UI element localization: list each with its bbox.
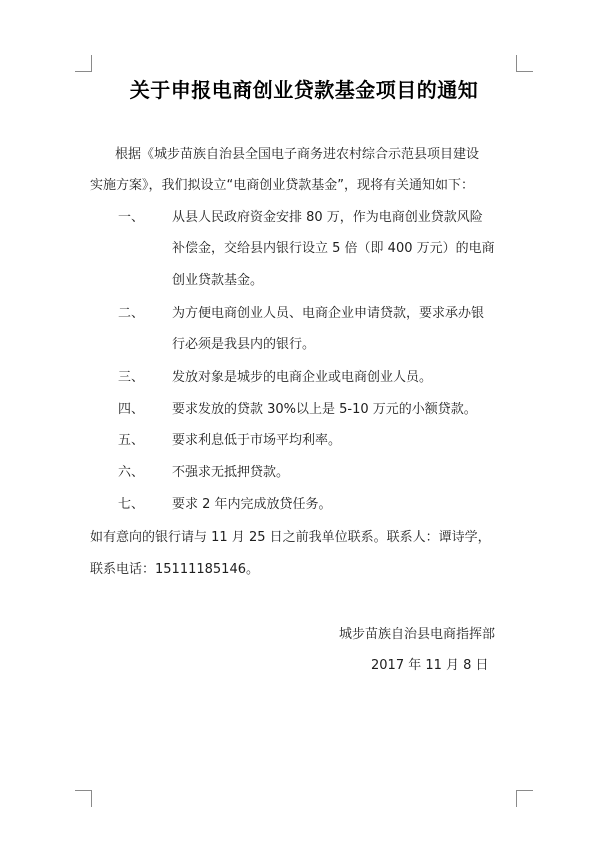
item-4-line-1: 要求发放的贷款 30%以上是 5-10 万元的小额贷款。 <box>172 402 477 417</box>
item-3-number: 三、 <box>118 370 145 385</box>
intro-line-2: 实施方案》，我们拟设立“电商创业贷款基金”，现将有关通知如下： <box>90 178 474 193</box>
item-1-line-2: 补偿金，交给县内银行设立 5 倍（即 400 万元）的电商 <box>172 241 495 256</box>
item-2-line-2: 行必须是我县内的银行。 <box>172 337 316 352</box>
item-1-line-1: 从县人民政府资金安排 80 万，作为电商创业贷款风险 <box>172 210 483 225</box>
document-title: 关于申报电商创业贷款基金项目的通知 <box>129 78 479 102</box>
item-2-number: 二、 <box>118 306 145 321</box>
signature-date: 2017 年 11 月 8 日 <box>371 658 489 673</box>
contact-line-1: 如有意向的银行请与 11 月 25 日之前我单位联系。联系人：谭诗学， <box>90 530 491 545</box>
item-6-number: 六、 <box>118 465 145 480</box>
crop-mark-bottom-right <box>516 790 533 807</box>
item-4-number: 四、 <box>118 402 145 417</box>
crop-mark-top-left <box>75 55 92 72</box>
item-6-line-1: 不强求无抵押贷款。 <box>172 465 290 480</box>
item-1-line-3: 创业贷款基金。 <box>172 273 264 288</box>
item-2-line-1: 为方便电商创业人员、电商企业申请贷款，要求承办银 <box>172 306 485 321</box>
item-7-line-1: 要求 2 年内完成放贷任务。 <box>172 497 332 512</box>
signature-organization: 城步苗族自治县电商指挥部 <box>339 627 496 642</box>
item-3-line-1: 发放对象是城步的电商企业或电商创业人员。 <box>172 370 433 385</box>
item-5-line-1: 要求利息低于市场平均利率。 <box>172 433 342 448</box>
item-1-number: 一、 <box>118 210 145 225</box>
contact-line-2: 联系电话：15111185146。 <box>90 562 259 577</box>
crop-mark-top-right <box>516 55 533 72</box>
crop-mark-bottom-left <box>75 790 92 807</box>
item-7-number: 七、 <box>118 497 145 512</box>
item-5-number: 五、 <box>118 433 145 448</box>
intro-line-1: 根据《城步苗族自治县全国电子商务进农村综合示范县项目建设 <box>115 147 480 162</box>
